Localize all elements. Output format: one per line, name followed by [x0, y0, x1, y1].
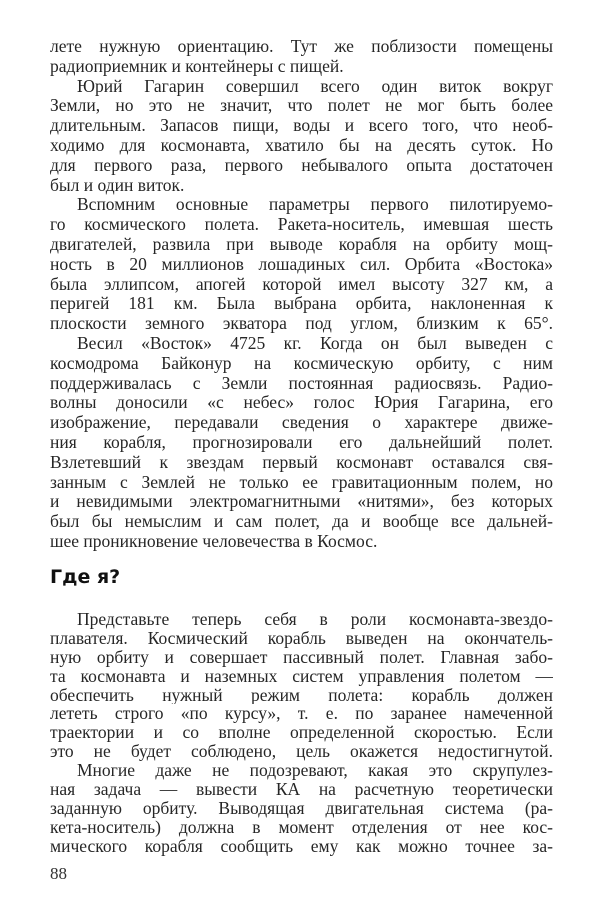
paragraph: [50, 195, 553, 334]
text-line: ходимо для космонавта, хватило бы на десять суток. Но: [50, 135, 553, 155]
paragraph: [50, 761, 553, 855]
text-line: космодрома Байконур на космическую орбиту, с ним: [50, 353, 553, 373]
text-line: Весил «Восток» 4725 кг. Когда он был выведен с: [77, 333, 553, 353]
text-line: был бы немыслим и сам полет, да и вообще все дальней-: [50, 512, 553, 532]
text-line: лететь строго «по курсу», т. е. по заранее намеченной: [50, 704, 553, 724]
text-line: радиоприемник и контейнеры с пищей.: [50, 56, 344, 76]
text-line: волны доносили «с небес» голос Юрия Гагарина, его: [50, 393, 553, 413]
text-line: Земли, но это не значит, что полет не мог быть более: [50, 96, 553, 116]
text-line: Юрий Гагарин совершил всего один виток вокруг: [77, 76, 553, 96]
text-line: длительным. Запасов пищи, воды и всего того, что необ-: [50, 116, 553, 136]
text-line: изображение, передавали сведения о характере движе-: [50, 413, 553, 433]
text-line: го космического полета. Ракета-носитель, имевшая шесть: [50, 215, 553, 235]
text-line: и невидимыми электромагнитными «нитями», без которых: [50, 492, 553, 512]
text-line: поддерживалась с Земли постоянная радиосвязь. Радио-: [50, 373, 553, 393]
text-line: Представьте теперь себя в роли космонавта-звездо-: [77, 610, 553, 629]
paragraph: [50, 77, 553, 196]
text-line: ную орбиту и совершает пассивный полет. Главная забо-: [50, 647, 553, 667]
text-line: ная задача — вывести КА на расчетную теоретически: [50, 780, 553, 799]
text-line: был и один виток.: [50, 175, 185, 195]
text-line: двигателей, развила при выводе корабля на орбиту мощ-: [50, 234, 553, 254]
page-number: 88: [50, 864, 67, 883]
text-block-bottom: [50, 610, 553, 856]
text-line: ния корабля, прогнозировали его дальнейший полет.: [50, 432, 553, 452]
section-heading: Где я?: [50, 566, 121, 588]
text-line: Многие даже не подозревают, какая это скрупулез-: [77, 761, 553, 781]
text-line: занным с Землей не только ее гравитационным полем, но: [50, 472, 553, 492]
text-line: была эллипсом, апогей которой имел высоту 327 км, а: [50, 274, 553, 294]
paragraph: [50, 37, 553, 77]
paragraph: [50, 610, 553, 761]
text-line: лете нужную ориентацию. Тут же поблизости помещены: [50, 37, 553, 56]
text-line: это не будет соблюдено, цель окажется недостигнутой.: [50, 742, 553, 762]
text-line: Взлетевший к звездам первый космонавт оставался свя-: [50, 452, 553, 472]
text-line: заданную орбиту. Выводящая двигательная система (ра-: [50, 798, 553, 818]
text-line: шее проникновение человечества в Космос.: [50, 531, 378, 551]
text-line: для первого раза, первого небывалого опыта достаточен: [50, 155, 553, 175]
text-line: траектории и со вполне определенной скоростью. Если: [50, 723, 553, 743]
text-line: та космонавта и наземных систем управления полетом —: [50, 666, 553, 686]
text-line: перигей 181 км. Была выбрана орбита, наклоненная к: [50, 294, 553, 314]
text-line: плоскости земного экватора под углом, близким к 65°.: [50, 314, 553, 334]
text-line: кета-носитель) должна в момент отделения от нее кос-: [50, 817, 553, 837]
text-line: Вспомним основные параметры первого пилотируемо-: [77, 195, 553, 215]
text-line: ность в 20 миллионов лошадиных сил. Орбита «Востока»: [50, 254, 553, 274]
text-line: плавателя. Космический корабль выведен на окончатель-: [50, 628, 553, 648]
text-block-top: [50, 37, 553, 552]
paragraph: [50, 334, 553, 552]
text-line: мического корабля сообщить ему как можно точнее за-: [50, 836, 553, 856]
text-line: обеспечить нужный режим полета: корабль должен: [50, 685, 553, 705]
